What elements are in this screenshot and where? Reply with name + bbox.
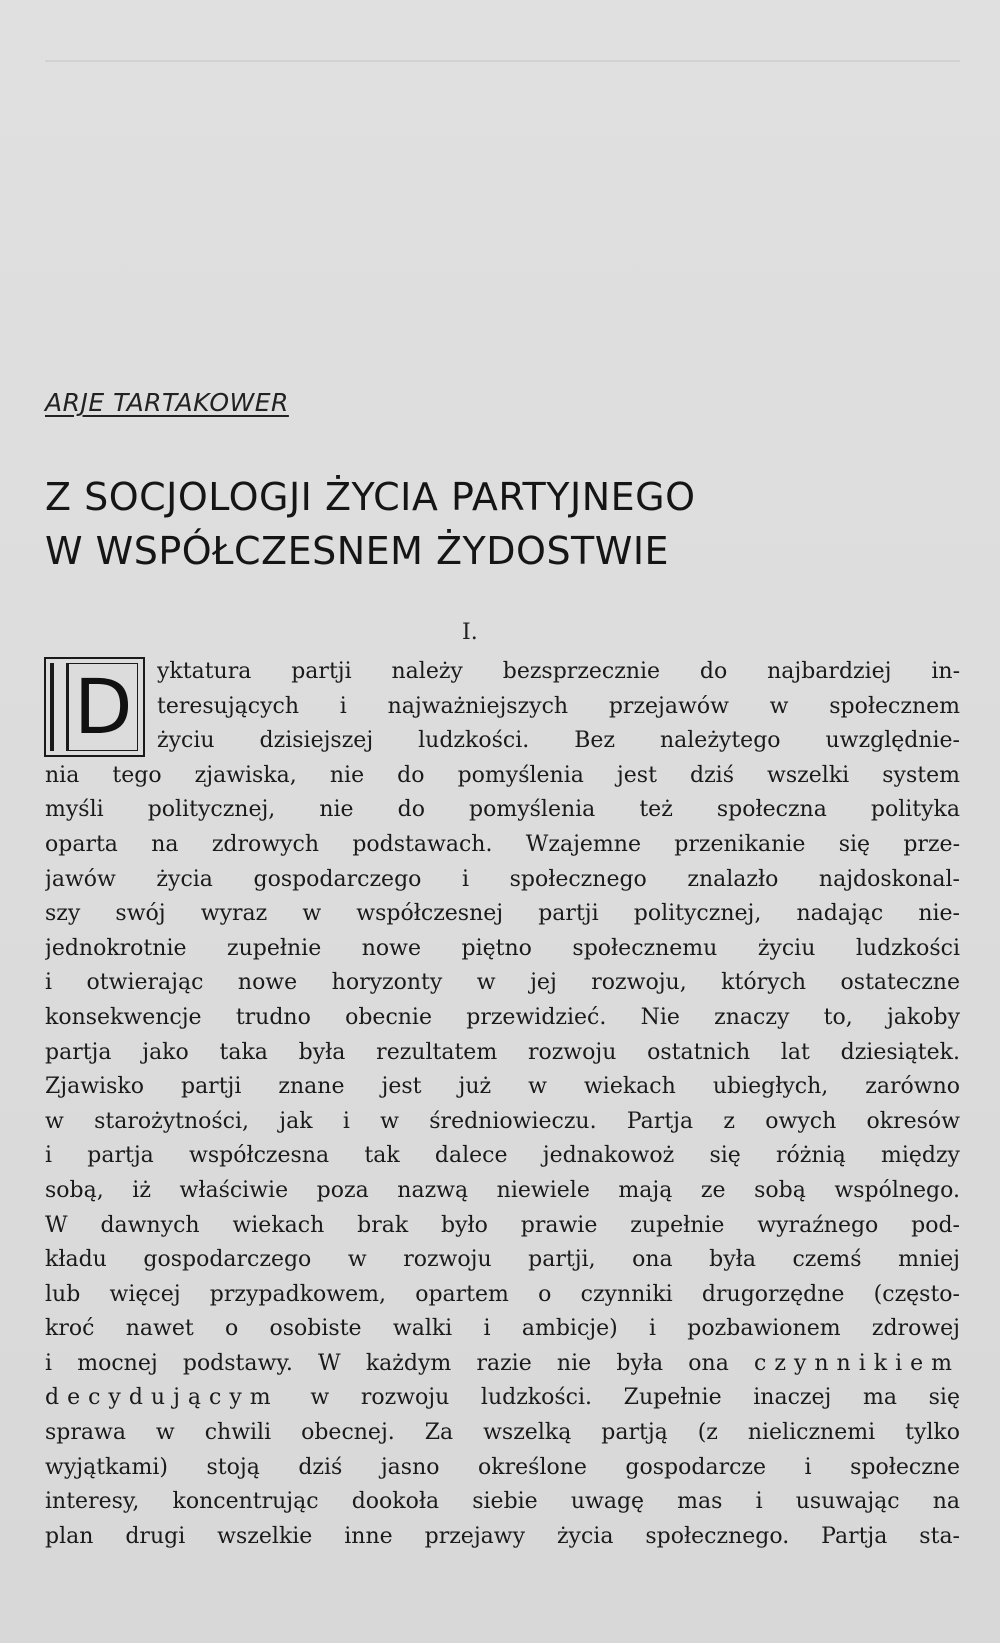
body-line: w starożytności, jak i w średniowieczu. Partja z owych okresów [45, 1108, 960, 1134]
body-line: i otwierając nowe horyzonty w jej rozwoju, których ostateczne [45, 970, 960, 996]
author-name: ARJE TARTAKOWER [45, 388, 289, 417]
body-line: yktatura partji należy bezsprzecznie do najbardziej in- [157, 659, 960, 684]
title-line-1: Z SOCJOLOGJI ŻYCIA PARTYJNEGO [45, 475, 696, 519]
body-line-mixed [45, 1347, 960, 1382]
body-line: Zjawisko partji znane jest już w wiekach ubiegłych, zarówno [45, 1074, 960, 1100]
body-line: lub więcej przypadkowem, opartem o czynniki drugorzędne (często- [45, 1281, 960, 1307]
body-line: kładu gospodarczego w rozwoju partji, ona była czemś mniej [45, 1247, 960, 1273]
body-line: jednokrotnie zupełnie nowe piętno społecznemu życiu ludzkości [45, 935, 960, 961]
body-line: teresujących i najważniejszych przejawów w społecznem [157, 693, 960, 719]
body-line: wyjątkami) stoją dziś jasno określone gospodarcze i społeczne [45, 1454, 960, 1480]
article-title [45, 470, 965, 578]
body-line: partja jako taka była rezultatem rozwoju ostatnich lat dziesiątek. [45, 1039, 960, 1065]
body-line: myśli politycznej, nie do pomyślenia też społeczna polityka [45, 797, 960, 823]
emphasis-spaced: decydującym [45, 1385, 279, 1411]
body-line: nia tego zjawiska, nie do pomyślenia jest dziś wszelki system [45, 762, 960, 788]
body-line: szy swój wyraz w współczesnej partji politycznej, nadając nie- [45, 901, 960, 927]
body-line: jawów życia gospodarczego i społecznego znalazło najdoskonal- [45, 866, 960, 892]
body-line: konsekwencje trudno obecnie przewidzieć. Nie znaczy to, jakoby [45, 1004, 960, 1030]
body-line: sprawa w chwili obecnej. Za wszelką partją (z nielicznemi tylko [45, 1420, 960, 1446]
body-line-part: w rozwoju ludzkości. Zupełnie inaczej ma się [310, 1385, 960, 1411]
body-line: sobą, iż właściwie poza nazwą niewiele mają ze sobą wspólnego. [45, 1177, 960, 1203]
body-line: interesy, koncentrując dookoła siebie uwagę mas i usuwając na [45, 1489, 960, 1515]
body-line-part: i mocnej podstawy. W każdym razie nie była ona [45, 1350, 729, 1376]
body-line: W dawnych wiekach brak było prawie zupełnie wyraźnego pod- [45, 1212, 960, 1238]
running-head-rule [45, 20, 960, 62]
drop-cap-letter: D [74, 662, 133, 751]
emphasis-spaced: czynnikiem [754, 1350, 960, 1376]
body-line: i partja współczesna tak dalece jednakowoż się różnią między [45, 1143, 960, 1169]
section-number: I. [462, 620, 478, 645]
body-line: życiu dzisiejszej ludzkości. Bez należytego uwzględnie- [157, 728, 960, 754]
body-line: oparta na zdrowych podstawach. Wzajemne przenikanie się prze- [45, 831, 960, 857]
article-body [45, 655, 960, 1554]
body-line: kroć nawet o osobiste walki i ambicje) i pozbawionem zdrowej [45, 1316, 960, 1342]
title-line-2: W WSPÓŁCZESNEM ŻYDOSTWIE [45, 529, 670, 573]
body-line-mixed [45, 1381, 960, 1416]
body-line: plan drugi wszelkie inne przejawy życia społecznego. Partja sta- [45, 1523, 960, 1549]
